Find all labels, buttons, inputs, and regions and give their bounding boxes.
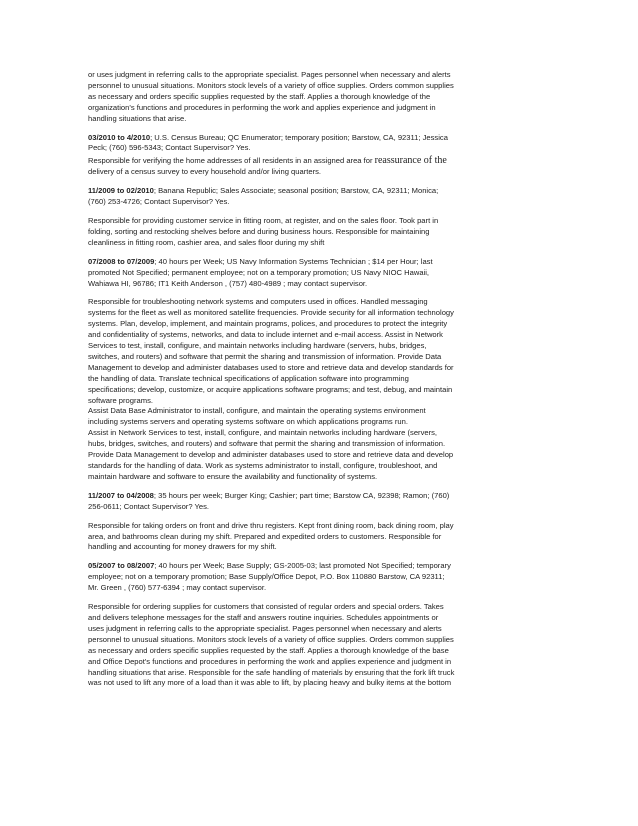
job-dates: 03/2010 to 4/2010: [88, 132, 151, 142]
job-dates: 05/2007 to 08/2007: [88, 561, 155, 571]
job-description-text: Responsible for verifying the home addresses of all residents in an assigned area for: [88, 156, 375, 166]
job-description-banana-republic: Responsible for providing customer service in fitting room, at register, and on the sales floor. Took part in folding, sorting and restocking shelves before and during business hours. Responsible for maintaining cleanliness in fitting room, cashier area, and sales floor during my shift: [88, 215, 439, 247]
job-header-base-supply: [88, 561, 553, 594]
job-description-text-large: reassurance of the: [374, 155, 447, 167]
job-header-banana-republic: [88, 186, 553, 208]
job-dates: 11/2009 to 02/2010: [88, 186, 154, 196]
job-header-burger-king: [88, 491, 553, 513]
job-details: ; Banana Republic; Sales Associate; seasonal position; Barstow, CA, 92311; Monica; (760) 253-4726; Contact Supervisor? Yes.: [88, 186, 439, 207]
job-description-base-supply: Responsible for ordering supplies for customers that consisted of regular orders and special orders. Takes and delivers telephone messages for the staff and answers routine inquiries. Schedules appointments or uses judgment in referring calls to the appropriate specialist. Pages personnel when necessary and alerts personnel to unusual situations. Monitors stock levels of a variety of office supplies. Orders common supplies as necessary and orders specific supplies requested by the staff. Applies a thorough knowledge of the base and Office Depot's functions and procedures in performing the work and applies experience and judgment in handling situations that arise. Responsible for the safe handling of materials by ensuring that the fork lift truck was not used to lift any more of a load than it was able to lift, by placing heavy and bulky items at the bottom: [88, 602, 455, 688]
document-page: [88, 70, 553, 697]
job-description-us-navy: Responsible for troubleshooting network systems and computers used in offices. Handled messaging systems for the fleet as well as monitored satellite frequencies. Provide security for all information technology systems. Plan, develop, implement, and maintain programs, polices, and procedures to protect the integrity and confidentiality of systems, networks, and data to include internet and e-mail access. Assist in Network Services to test, install, configure, and maintain networks including hardware (servers, hubs, bridges, switches, and routers) and software that permit the sharing and transmission of information. Provide Data Management to develop and administer databases used to store and retrieve data and develop standards for the handling of data. Translate technical specifications of application software into programming specifications; develop, customize, or acquire applications software programs; and test, debug, and maintain software programs. Assist Data Base Administrator to install, configure, and maintain the operating systems environment including systems servers and operating systems software on which applications programs run. Assist in Network Services to test, install, configure, and maintain networks including hardware (servers, hubs, bridges, switches, and routers) and software that permit the sharing and transmission of information. Provide Data Management to develop and administer databases used to store and retrieve data and develop standards for the handling of data. Work as systems administrator to install, configure, troubleshoot, and maintain hardware and software to ensure the availability and functionality of systems.: [88, 297, 454, 481]
job-description-text: delivery of a census survey to every household and/or living quarters.: [88, 167, 321, 177]
job-details: ; 35 hours per week; Burger King; Cashier; part time; Barstow CA, 92398; Ramon; (760) 256-0611; Contact Supervisor? Yes.: [88, 490, 450, 511]
job-details: ; U.S. Census Bureau; QC Enumerator; temporary position; Barstow, CA, 92311; Jessica Peck; (760) 596-5343; Contact Supervisor? Yes.: [88, 132, 448, 153]
job-dates: 07/2008 to 07/2009: [88, 256, 155, 266]
job-details: ; 40 hours per Week; Base Supply; GS-2005-03; last promoted Not Specified; temporary employee; not on a temporary promotion; Base Supply/Office Depot, P.O. Box 110880 Barstow, CA 92311; Mr. Green , (760) 577-6394 ; may contact supervisor.: [88, 561, 451, 593]
job-header-us-navy: [88, 257, 553, 290]
intro-paragraph: or uses judgment in referring calls to the appropriate specialist. Pages personnel when necessary and alerts personnel to unusual situations. Monitors stock levels of a variety of office supplies. Orders common supplies as necessary and orders specific supplies requested by the staff. Applies a thorough knowledge of the organization's functions and procedures in performing the work and applies experience and judgment in handling situations that arise.: [88, 70, 454, 123]
job-dates: 11/2007 to 04/2008: [88, 490, 154, 500]
job-description-burger-king: Responsible for taking orders on front and drive thru registers. Kept front dining room, back dining room, play area, and bathrooms clean during my shift. Prepared and expedited orders to customers. Responsible for handling and accounting for money drawers for my shift.: [88, 520, 454, 552]
job-details: ; 40 hours per Week; US Navy Information Systems Technician ; $14 per Hour; last promoted Not Specified; permanent employee; not on a temporary promotion; US Navy NIOC Hawaii, Wahiawa HI, 96786; IT1 Keith Anderson , (757) 480-4989 ; may contact supervisor.: [88, 256, 433, 288]
job-header-census: [88, 133, 553, 155]
job-description-census: [88, 156, 553, 178]
